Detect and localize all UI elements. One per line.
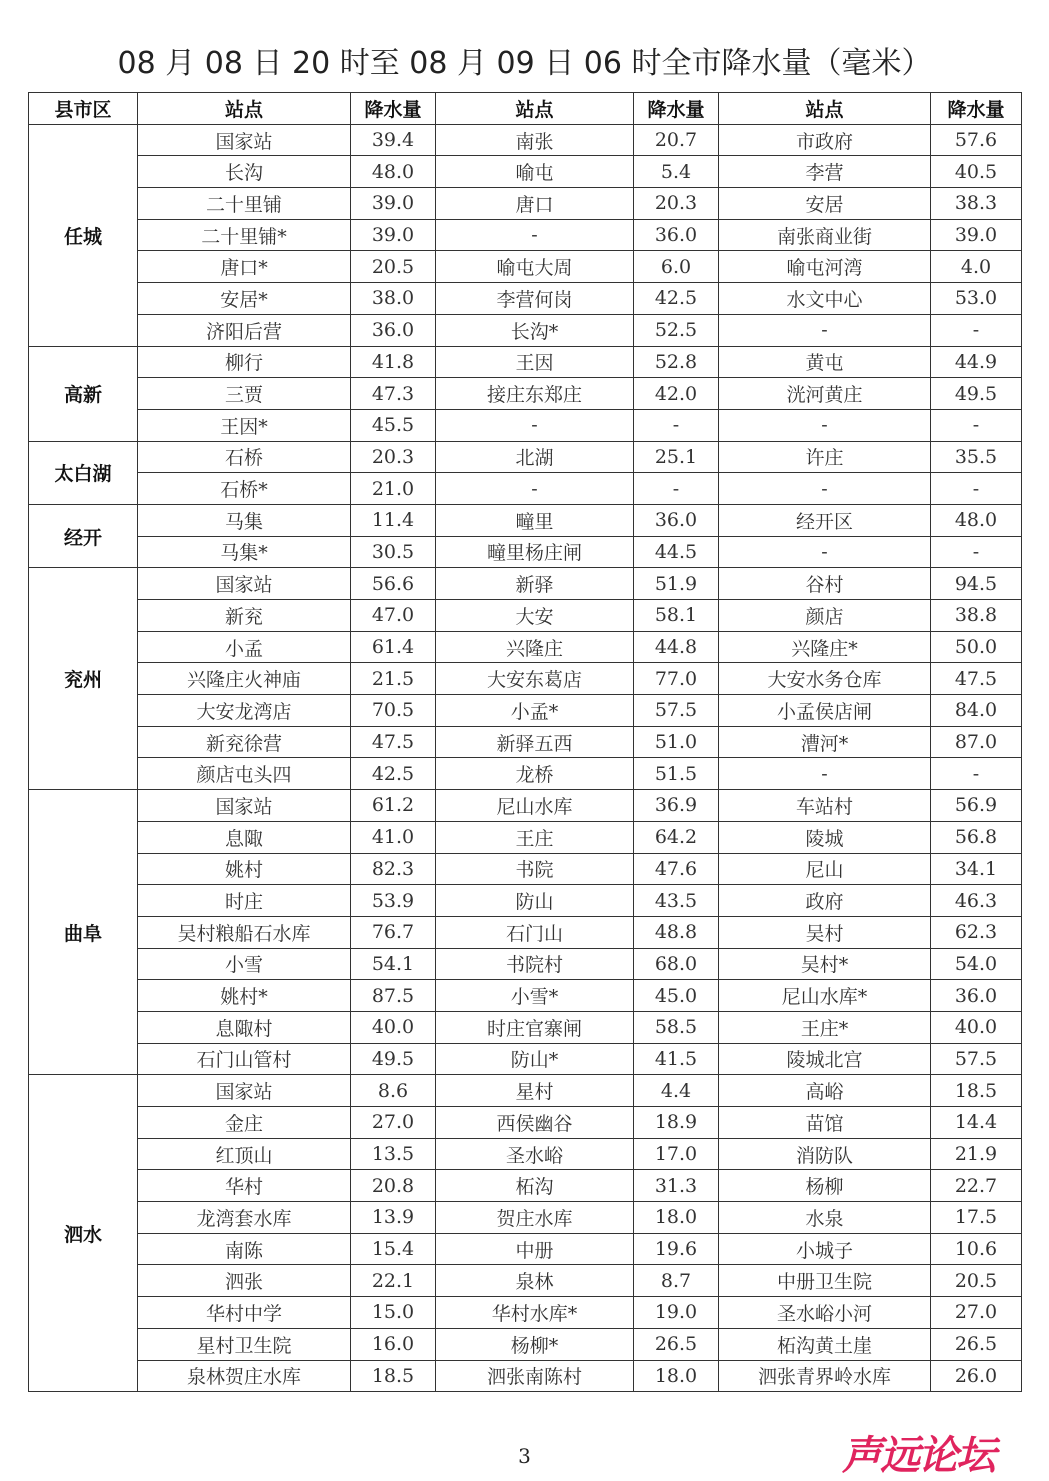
rainfall-value: 57.5 xyxy=(634,695,719,727)
district-name: 曲阜 xyxy=(29,790,138,1075)
rainfall-value: 39.0 xyxy=(351,188,436,220)
rainfall-value: 45.5 xyxy=(351,409,436,441)
rainfall-value: 42.5 xyxy=(634,283,719,315)
station-name: - xyxy=(719,314,931,346)
station-name: 书院 xyxy=(436,853,634,885)
rainfall-value: 38.3 xyxy=(931,188,1022,220)
table-row xyxy=(29,1328,1022,1360)
rainfall-value: - xyxy=(634,473,719,505)
rainfall-value: 8.7 xyxy=(634,1265,719,1297)
station-name: 泗张南陈村 xyxy=(436,1360,634,1392)
rainfall-value: 18.5 xyxy=(351,1360,436,1392)
rainfall-value: 38.8 xyxy=(931,600,1022,632)
station-name: 许庄 xyxy=(719,441,931,473)
station-name: 谷村 xyxy=(719,568,931,600)
rainfall-value: 47.6 xyxy=(634,853,719,885)
rainfall-value: 27.0 xyxy=(931,1297,1022,1329)
rainfall-value: 41.5 xyxy=(634,1043,719,1075)
station-name: 华村 xyxy=(138,1170,351,1202)
station-name: 防山 xyxy=(436,885,634,917)
station-name: 三贾 xyxy=(138,378,351,410)
station-name: 接庄东郑庄 xyxy=(436,378,634,410)
rainfall-value: 27.0 xyxy=(351,1107,436,1139)
station-name: 龙湾套水库 xyxy=(138,1202,351,1234)
rainfall-value: 4.0 xyxy=(931,251,1022,283)
district-name: 兖州 xyxy=(29,568,138,790)
station-name: 泗张青界岭水库 xyxy=(719,1360,931,1392)
district-name: 任城 xyxy=(29,124,138,346)
table-row xyxy=(29,1297,1022,1329)
station-name: - xyxy=(719,758,931,790)
station-name: - xyxy=(436,409,634,441)
rainfall-value: 84.0 xyxy=(931,695,1022,727)
station-name: 圣水峪 xyxy=(436,1138,634,1170)
station-name: 疃里杨庄闸 xyxy=(436,536,634,568)
station-name: 南张 xyxy=(436,124,634,156)
rainfall-value: 57.6 xyxy=(931,124,1022,156)
rainfall-value: 49.5 xyxy=(351,1043,436,1075)
rainfall-value: 35.5 xyxy=(931,441,1022,473)
rainfall-value: 26.5 xyxy=(931,1328,1022,1360)
rainfall-value: 51.0 xyxy=(634,726,719,758)
rainfall-value: 42.0 xyxy=(634,378,719,410)
station-name: 贺庄水库 xyxy=(436,1202,634,1234)
rainfall-value: 47.0 xyxy=(351,600,436,632)
station-name: 安居 xyxy=(719,188,931,220)
table-row xyxy=(29,441,1022,473)
station-name: 马集* xyxy=(138,536,351,568)
station-name: 吴村粮船石水库 xyxy=(138,916,351,948)
station-name: 龙桥 xyxy=(436,758,634,790)
station-name: 中册 xyxy=(436,1233,634,1265)
rainfall-value: 36.0 xyxy=(634,504,719,536)
rainfall-value: 39.0 xyxy=(931,219,1022,251)
station-name: 兴隆庄火神庙 xyxy=(138,663,351,695)
table-row xyxy=(29,378,1022,410)
station-name: 石桥 xyxy=(138,441,351,473)
station-name: 颜店 xyxy=(719,600,931,632)
rainfall-value: 13.5 xyxy=(351,1138,436,1170)
table-row xyxy=(29,1202,1022,1234)
station-name: 书院村 xyxy=(436,948,634,980)
station-name: 唐口 xyxy=(436,188,634,220)
table-row xyxy=(29,1360,1022,1392)
rainfall-value: 21.0 xyxy=(351,473,436,505)
station-name: 济阳后营 xyxy=(138,314,351,346)
table-row xyxy=(29,283,1022,315)
table-row xyxy=(29,631,1022,663)
rainfall-value: 43.5 xyxy=(634,885,719,917)
rainfall-value: 44.9 xyxy=(931,346,1022,378)
station-name: 市政府 xyxy=(719,124,931,156)
rainfall-value: 36.0 xyxy=(634,219,719,251)
station-name: 长沟* xyxy=(436,314,634,346)
station-name: 小雪* xyxy=(436,980,634,1012)
station-name: 王因* xyxy=(138,409,351,441)
station-name: 南张商业街 xyxy=(719,219,931,251)
station-name: 喻屯大周 xyxy=(436,251,634,283)
station-name: 新兖 xyxy=(138,600,351,632)
station-name: 尼山水库 xyxy=(436,790,634,822)
rainfall-value: 61.4 xyxy=(351,631,436,663)
rainfall-value: 15.0 xyxy=(351,1297,436,1329)
table-row xyxy=(29,980,1022,1012)
rainfall-value: 20.3 xyxy=(351,441,436,473)
district-name: 高新 xyxy=(29,346,138,441)
station-name: 大安龙湾店 xyxy=(138,695,351,727)
rainfall-value: 56.9 xyxy=(931,790,1022,822)
rainfall-value: 21.5 xyxy=(351,663,436,695)
station-name: 国家站 xyxy=(138,1075,351,1107)
rainfall-value: 58.5 xyxy=(634,1011,719,1043)
rainfall-value: - xyxy=(931,536,1022,568)
table-header-row xyxy=(29,93,1022,125)
table-row xyxy=(29,726,1022,758)
station-name: 黄屯 xyxy=(719,346,931,378)
station-name: 车站村 xyxy=(719,790,931,822)
station-name: 二十里铺* xyxy=(138,219,351,251)
station-name: 王庄* xyxy=(719,1011,931,1043)
rainfall-value: 17.0 xyxy=(634,1138,719,1170)
rainfall-value: 14.4 xyxy=(931,1107,1022,1139)
rainfall-value: 20.3 xyxy=(634,188,719,220)
station-name: 柘沟 xyxy=(436,1170,634,1202)
table-row xyxy=(29,124,1022,156)
rainfall-value: 48.8 xyxy=(634,916,719,948)
station-name: 大安东葛店 xyxy=(436,663,634,695)
table-row xyxy=(29,314,1022,346)
table-row xyxy=(29,821,1022,853)
rainfall-value: 57.5 xyxy=(931,1043,1022,1075)
station-name: 水泉 xyxy=(719,1202,931,1234)
table-row xyxy=(29,600,1022,632)
station-name: 石桥* xyxy=(138,473,351,505)
rainfall-value: 19.6 xyxy=(634,1233,719,1265)
rainfall-value: 52.5 xyxy=(634,314,719,346)
rainfall-value: 47.3 xyxy=(351,378,436,410)
rainfall-value: 68.0 xyxy=(634,948,719,980)
station-name: 小雪 xyxy=(138,948,351,980)
station-name: 新驿五西 xyxy=(436,726,634,758)
rainfall-value: 20.8 xyxy=(351,1170,436,1202)
table-row xyxy=(29,790,1022,822)
header-station: 站点 xyxy=(436,93,634,125)
district-name: 泗水 xyxy=(29,1075,138,1392)
rainfall-value: 10.6 xyxy=(931,1233,1022,1265)
rainfall-value: 36.9 xyxy=(634,790,719,822)
station-name: 小孟 xyxy=(138,631,351,663)
rainfall-value: 51.5 xyxy=(634,758,719,790)
rainfall-value: 16.0 xyxy=(351,1328,436,1360)
rainfall-value: 53.0 xyxy=(931,283,1022,315)
station-name: 兴隆庄 xyxy=(436,631,634,663)
station-name: 息陬 xyxy=(138,821,351,853)
header-rainfall: 降水量 xyxy=(351,93,436,125)
rainfall-value: 20.5 xyxy=(351,251,436,283)
station-name: 颜店屯头四 xyxy=(138,758,351,790)
rainfall-value: 40.0 xyxy=(931,1011,1022,1043)
table-row xyxy=(29,1170,1022,1202)
station-name: 红顶山 xyxy=(138,1138,351,1170)
station-name: 漕河* xyxy=(719,726,931,758)
rainfall-value: 64.2 xyxy=(634,821,719,853)
rainfall-value: 21.9 xyxy=(931,1138,1022,1170)
station-name: 柳行 xyxy=(138,346,351,378)
rainfall-value: 15.4 xyxy=(351,1233,436,1265)
station-name: 吴村* xyxy=(719,948,931,980)
station-name: 杨柳* xyxy=(436,1328,634,1360)
rainfall-value: 77.0 xyxy=(634,663,719,695)
rainfall-value: 26.5 xyxy=(634,1328,719,1360)
rainfall-value: 58.1 xyxy=(634,600,719,632)
rainfall-value: 26.0 xyxy=(931,1360,1022,1392)
watermark-logo: 声远论坛 xyxy=(842,1433,994,1479)
rainfall-value: 56.8 xyxy=(931,821,1022,853)
rainfall-value: 6.0 xyxy=(634,251,719,283)
table-row xyxy=(29,219,1022,251)
rainfall-value: 20.5 xyxy=(931,1265,1022,1297)
rainfall-value: 39.4 xyxy=(351,124,436,156)
table-row xyxy=(29,188,1022,220)
station-name: 时庄官寨闸 xyxy=(436,1011,634,1043)
rainfall-value: 39.0 xyxy=(351,219,436,251)
station-name: 唐口* xyxy=(138,251,351,283)
rainfall-value: 56.6 xyxy=(351,568,436,600)
station-name: 柘沟黄土崖 xyxy=(719,1328,931,1360)
rainfall-value: 17.5 xyxy=(931,1202,1022,1234)
station-name: - xyxy=(719,473,931,505)
rainfall-value: 31.3 xyxy=(634,1170,719,1202)
table-row xyxy=(29,1075,1022,1107)
rainfall-value: 46.3 xyxy=(931,885,1022,917)
station-name: - xyxy=(719,409,931,441)
rainfall-value: 36.0 xyxy=(931,980,1022,1012)
station-name: 国家站 xyxy=(138,568,351,600)
station-name: 经开区 xyxy=(719,504,931,536)
header-rainfall: 降水量 xyxy=(931,93,1022,125)
table-row xyxy=(29,1107,1022,1139)
table-row xyxy=(29,1043,1022,1075)
station-name: 息陬村 xyxy=(138,1011,351,1043)
rainfall-value: 44.8 xyxy=(634,631,719,663)
rainfall-value: 70.5 xyxy=(351,695,436,727)
station-name: 李营 xyxy=(719,156,931,188)
station-name: 泗张 xyxy=(138,1265,351,1297)
rainfall-value: 36.0 xyxy=(351,314,436,346)
rainfall-value: 53.9 xyxy=(351,885,436,917)
table-row xyxy=(29,1265,1022,1297)
rainfall-value: 45.0 xyxy=(634,980,719,1012)
station-name: 政府 xyxy=(719,885,931,917)
rainfall-value: 61.2 xyxy=(351,790,436,822)
station-name: 陵城 xyxy=(719,821,931,853)
rainfall-value: 5.4 xyxy=(634,156,719,188)
rainfall-value: 11.4 xyxy=(351,504,436,536)
station-name: 中册卫生院 xyxy=(719,1265,931,1297)
station-name: 国家站 xyxy=(138,790,351,822)
table-row xyxy=(29,409,1022,441)
rainfall-value: 50.0 xyxy=(931,631,1022,663)
station-name: 华村中学 xyxy=(138,1297,351,1329)
header-rainfall: 降水量 xyxy=(634,93,719,125)
rainfall-value: 82.3 xyxy=(351,853,436,885)
header-station: 站点 xyxy=(719,93,931,125)
station-name: - xyxy=(436,473,634,505)
station-name: 星村 xyxy=(436,1075,634,1107)
rainfall-value: 18.9 xyxy=(634,1107,719,1139)
rainfall-value: 19.0 xyxy=(634,1297,719,1329)
station-name: 金庄 xyxy=(138,1107,351,1139)
station-name: 高峪 xyxy=(719,1075,931,1107)
station-name: 水文中心 xyxy=(719,283,931,315)
rainfall-value: 48.0 xyxy=(351,156,436,188)
table-row xyxy=(29,948,1022,980)
header-station: 站点 xyxy=(138,93,351,125)
district-name: 经开 xyxy=(29,504,138,567)
station-name: 北湖 xyxy=(436,441,634,473)
station-name: 泉林贺庄水库 xyxy=(138,1360,351,1392)
station-name: 国家站 xyxy=(138,124,351,156)
table-row xyxy=(29,1138,1022,1170)
rainfall-value: 13.9 xyxy=(351,1202,436,1234)
rainfall-value: 87.5 xyxy=(351,980,436,1012)
table-row xyxy=(29,536,1022,568)
station-name: 王庄 xyxy=(436,821,634,853)
rainfall-value: 41.0 xyxy=(351,821,436,853)
rainfall-value: 54.1 xyxy=(351,948,436,980)
station-name: 石门山管村 xyxy=(138,1043,351,1075)
district-name: 太白湖 xyxy=(29,441,138,504)
station-name: 星村卫生院 xyxy=(138,1328,351,1360)
table-row xyxy=(29,1233,1022,1265)
rainfall-value: 41.8 xyxy=(351,346,436,378)
station-name: 防山* xyxy=(436,1043,634,1075)
station-name: 泉林 xyxy=(436,1265,634,1297)
table-row xyxy=(29,251,1022,283)
rainfall-value: 48.0 xyxy=(931,504,1022,536)
page-number: 3 xyxy=(518,1444,531,1468)
rainfall-value: - xyxy=(931,473,1022,505)
table-row xyxy=(29,853,1022,885)
rainfall-value: 54.0 xyxy=(931,948,1022,980)
rainfall-value: 76.7 xyxy=(351,916,436,948)
rainfall-value: 40.5 xyxy=(931,156,1022,188)
station-name: 大安 xyxy=(436,600,634,632)
station-name: 杨柳 xyxy=(719,1170,931,1202)
station-name: 时庄 xyxy=(138,885,351,917)
rainfall-value: 94.5 xyxy=(931,568,1022,600)
station-name: 尼山水库* xyxy=(719,980,931,1012)
station-name: 大安水务仓库 xyxy=(719,663,931,695)
rainfall-value: - xyxy=(931,758,1022,790)
station-name: 小孟* xyxy=(436,695,634,727)
rainfall-value: 49.5 xyxy=(931,378,1022,410)
header-district: 县市区 xyxy=(29,93,138,125)
station-name: 姚村 xyxy=(138,853,351,885)
rainfall-value: 4.4 xyxy=(634,1075,719,1107)
rainfall-value: 38.0 xyxy=(351,283,436,315)
table-row xyxy=(29,695,1022,727)
rainfall-value: 22.1 xyxy=(351,1265,436,1297)
rainfall-value: 52.8 xyxy=(634,346,719,378)
table-row xyxy=(29,663,1022,695)
table-row xyxy=(29,156,1022,188)
station-name: 西侯幽谷 xyxy=(436,1107,634,1139)
rainfall-value: 30.5 xyxy=(351,536,436,568)
rainfall-value: 44.5 xyxy=(634,536,719,568)
station-name: 消防队 xyxy=(719,1138,931,1170)
rainfall-value: - xyxy=(931,314,1022,346)
station-name: 苗馆 xyxy=(719,1107,931,1139)
rainfall-value: 47.5 xyxy=(931,663,1022,695)
table-row xyxy=(29,885,1022,917)
station-name: 石门山 xyxy=(436,916,634,948)
rainfall-value: 87.0 xyxy=(931,726,1022,758)
rainfall-value: 42.5 xyxy=(351,758,436,790)
station-name: 长沟 xyxy=(138,156,351,188)
rainfall-value: 40.0 xyxy=(351,1011,436,1043)
station-name: 南陈 xyxy=(138,1233,351,1265)
station-name: 马集 xyxy=(138,504,351,536)
table-row xyxy=(29,916,1022,948)
station-name: 小城子 xyxy=(719,1233,931,1265)
station-name: 华村水库* xyxy=(436,1297,634,1329)
table-row xyxy=(29,504,1022,536)
table-row xyxy=(29,1011,1022,1043)
station-name: 新驿 xyxy=(436,568,634,600)
page-title: 08 月 08 日 20 时至 08 月 09 日 06 时全市降水量（毫米） xyxy=(117,46,932,81)
rainfall-value: 8.6 xyxy=(351,1075,436,1107)
station-name: 新兖徐营 xyxy=(138,726,351,758)
station-name: 二十里铺 xyxy=(138,188,351,220)
rainfall-value: - xyxy=(634,409,719,441)
station-name: 小孟侯店闸 xyxy=(719,695,931,727)
rainfall-value: 25.1 xyxy=(634,441,719,473)
rainfall-value: 51.9 xyxy=(634,568,719,600)
rainfall-value: - xyxy=(931,409,1022,441)
station-name: 陵城北宫 xyxy=(719,1043,931,1075)
station-name: 圣水峪小河 xyxy=(719,1297,931,1329)
station-name: 安居* xyxy=(138,283,351,315)
station-name: 李营何岗 xyxy=(436,283,634,315)
rainfall-table xyxy=(28,92,1022,1392)
station-name: 姚村* xyxy=(138,980,351,1012)
station-name: 疃里 xyxy=(436,504,634,536)
station-name: 吴村 xyxy=(719,916,931,948)
station-name: 洸河黄庄 xyxy=(719,378,931,410)
station-name: 尼山 xyxy=(719,853,931,885)
rainfall-value: 47.5 xyxy=(351,726,436,758)
rainfall-value: 34.1 xyxy=(931,853,1022,885)
rainfall-value: 62.3 xyxy=(931,916,1022,948)
rainfall-value: 18.0 xyxy=(634,1202,719,1234)
station-name: 王因 xyxy=(436,346,634,378)
table-row xyxy=(29,758,1022,790)
table-row xyxy=(29,346,1022,378)
rainfall-value: 20.7 xyxy=(634,124,719,156)
station-name: 兴隆庄* xyxy=(719,631,931,663)
station-name: - xyxy=(719,536,931,568)
table-row xyxy=(29,568,1022,600)
station-name: 喻屯 xyxy=(436,156,634,188)
table-row xyxy=(29,473,1022,505)
station-name: - xyxy=(436,219,634,251)
station-name: 喻屯河湾 xyxy=(719,251,931,283)
rainfall-value: 18.0 xyxy=(634,1360,719,1392)
rainfall-value: 22.7 xyxy=(931,1170,1022,1202)
rainfall-value: 18.5 xyxy=(931,1075,1022,1107)
